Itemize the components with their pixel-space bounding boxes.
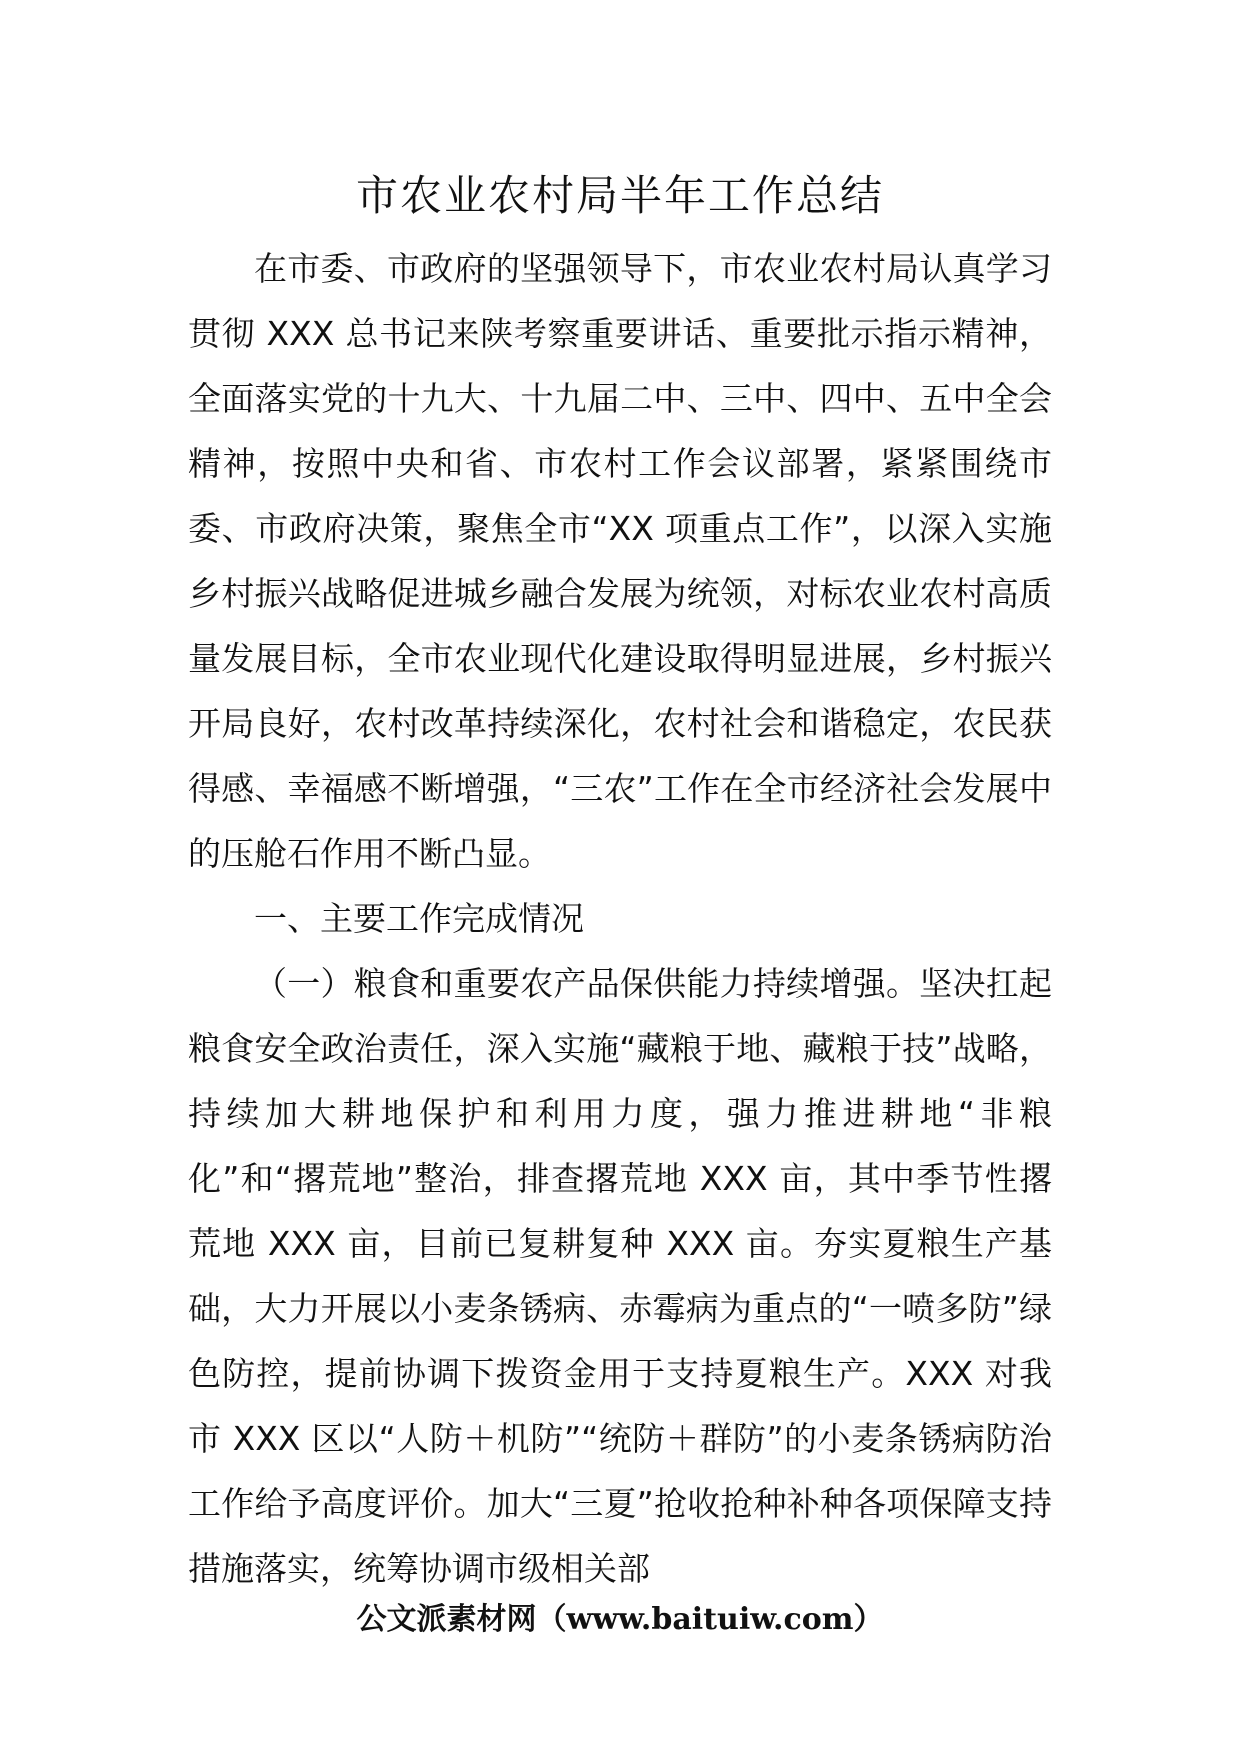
document-title: 市农业农村局半年工作总结 (355, 171, 884, 220)
footer-watermark: 公文派素材网（www.baituiw.com） (356, 1602, 884, 1637)
document-body (188, 236, 1052, 1601)
section-paragraph: （一）粮食和重要农产品保供能力持续增强。坚决扛起粮食安全政治责任，深入实施“藏粮于地、藏粮于技”战略，持续加大耕地保护和利用力度，强力推进耕地“非粮化”和“撂荒地”整治，排查撂荒地 XXX 亩，其中季节性撂荒地 XXX 亩，目前已复耕复种 XXX 亩。夯实夏粮生产基础，大力开展以小麦条锈病、赤霉病为重点的“一喷多防”绿色防控，提前协调下拨资金用于支持夏粮生产。XXX 对我市 XXX 区以“人防＋机防”“统防＋群防”的小麦条锈病防治工作给予高度评价。加大“三夏”抢收抢种补种各项保障支持措施落实，统筹协调市级相关部 (188, 964, 1052, 1588)
intro-paragraph: 在市委、市政府的坚强领导下，市农业农村局认真学习贯彻 XXX 总书记来陕考察重要讲话、重要批示指示精神，全面落实党的十九大、十九届二中、三中、四中、五中全会精神，按照中央和省、市农村工作会议部署，紧紧围绕市委、市政府决策，聚焦全市“XX 项重点工作”，以深入实施乡村振兴战略促进城乡融合发展为统领，对标农业农村高质量发展目标，全市农业现代化建设取得明显进展，乡村振兴开局良好，农村改革持续深化，农村社会和谐稳定，农民获得感、幸福感不断增强，“三农”工作在全市经济社会发展中的压舱石作用不断凸显。 (188, 249, 1052, 873)
section-heading: 一、主要工作完成情况 (254, 899, 584, 938)
